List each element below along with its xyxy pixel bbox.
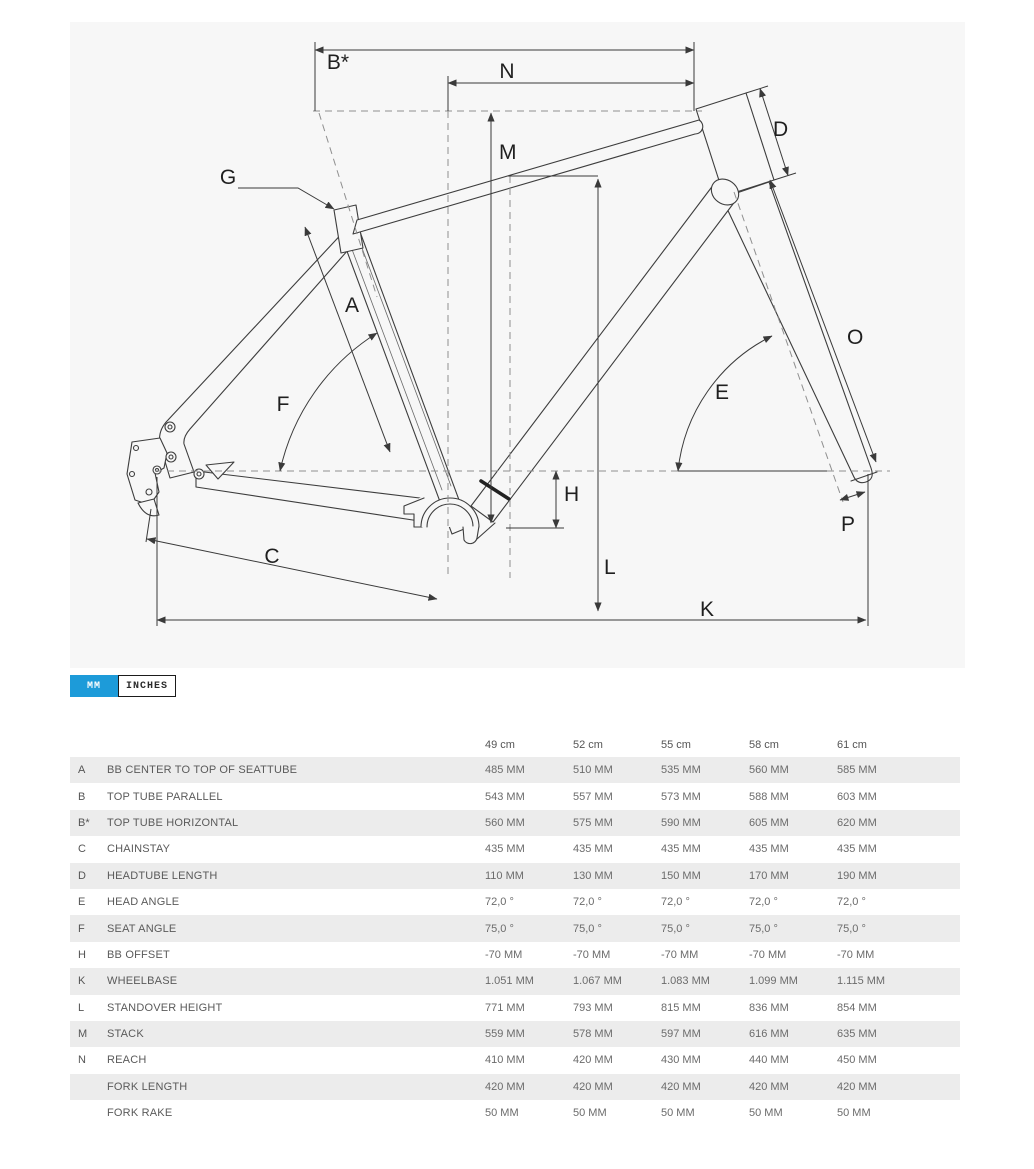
row-value: 72,0 °: [837, 896, 866, 909]
row-value: 75,0 °: [661, 922, 690, 935]
row-value: 1.115 MM: [837, 975, 886, 988]
row-value: 854 MM: [837, 1001, 877, 1014]
table-row: [70, 1047, 960, 1073]
unit-toggle: [70, 675, 1034, 697]
row-label: STACK: [107, 1028, 144, 1041]
top-tube: [353, 120, 703, 234]
row-value: 72,0 °: [485, 896, 514, 909]
mm-button[interactable]: MM: [70, 675, 118, 697]
dim-label-n: N: [499, 60, 515, 83]
row-value: -70 MM: [573, 948, 611, 961]
row-value: 420 MM: [485, 1080, 525, 1093]
row-label: BB CENTER TO TOP OF SEATTUBE: [107, 764, 298, 777]
hanger-bolt: [134, 446, 139, 451]
size-header-row: [70, 733, 960, 757]
row-value: 605 MM: [749, 816, 789, 829]
row-value: 50 MM: [837, 1107, 871, 1120]
dim-label-f: F: [276, 393, 290, 416]
row-value: -70 MM: [485, 948, 523, 961]
row-label: FORK LENGTH: [107, 1080, 188, 1093]
row-value: 75,0 °: [485, 922, 514, 935]
row-letter: A: [78, 764, 86, 777]
row-letter: L: [78, 1001, 85, 1014]
row-value: 588 MM: [749, 790, 789, 803]
row-value: 559 MM: [485, 1028, 525, 1041]
row-value: 1.099 MM: [749, 975, 798, 988]
row-label: SEAT ANGLE: [107, 922, 177, 935]
row-value: 50 MM: [749, 1107, 783, 1120]
dim-label-o: O: [847, 326, 864, 349]
row-value: 578 MM: [573, 1028, 613, 1041]
row-value: 771 MM: [485, 1001, 525, 1014]
size-column-header: 61 cm: [837, 739, 867, 751]
dim-label-m: M: [499, 141, 517, 164]
table-row: [70, 1100, 960, 1126]
dim-label-p: P: [840, 513, 856, 536]
dim-label-g: G: [219, 166, 237, 189]
dim-seat-tube: [305, 227, 390, 452]
row-value: 557 MM: [573, 790, 613, 803]
inches-button[interactable]: INCHES: [118, 675, 176, 697]
size-column-header: 49 cm: [485, 739, 515, 751]
row-value: 635 MM: [837, 1028, 877, 1041]
row-value: 435 MM: [485, 843, 525, 856]
head-tube: [696, 93, 774, 196]
bb-tab: [463, 526, 479, 544]
row-letter: D: [78, 869, 86, 882]
row-value: -70 MM: [749, 948, 787, 961]
row-label: CHAINSTAY: [107, 843, 171, 856]
seat-tube: [338, 221, 469, 534]
row-value: 72,0 °: [573, 896, 602, 909]
row-value: 435 MM: [749, 843, 789, 856]
row-letter: B: [78, 790, 86, 803]
row-value: 190 MM: [837, 869, 877, 882]
table-row: [70, 863, 960, 889]
row-value: 420 MM: [573, 1080, 613, 1093]
row-value: 1.067 MM: [573, 975, 622, 988]
row-value: 420 MM: [573, 1054, 613, 1067]
dim-chainstay: [147, 539, 437, 599]
row-label: TOP TUBE HORIZONTAL: [107, 816, 239, 829]
row-value: 1.051 MM: [485, 975, 534, 988]
row-value: 620 MM: [837, 816, 877, 829]
row-letter: C: [78, 843, 86, 856]
row-letter: B*: [78, 816, 90, 829]
row-value: 560 MM: [485, 816, 525, 829]
row-value: 575 MM: [573, 816, 613, 829]
table-row: [70, 942, 960, 968]
chainstay-tube: [196, 471, 428, 522]
table-row: [70, 1021, 960, 1047]
row-label: WHEELBASE: [107, 975, 178, 988]
row-value: 150 MM: [661, 869, 701, 882]
row-value: 485 MM: [485, 764, 525, 777]
row-letter: N: [78, 1054, 86, 1067]
row-value: 440 MM: [749, 1054, 789, 1067]
row-value: 450 MM: [837, 1054, 877, 1067]
dimension-labels: [220, 51, 864, 621]
row-value: 590 MM: [661, 816, 701, 829]
row-value: 420 MM: [661, 1080, 701, 1093]
row-value: 793 MM: [573, 1001, 613, 1014]
row-value: 435 MM: [661, 843, 701, 856]
hanger-bolt: [146, 489, 152, 495]
table-row: [70, 783, 960, 809]
row-letter: K: [78, 975, 86, 988]
table-row: [70, 968, 960, 994]
size-column-header: 58 cm: [749, 739, 779, 751]
bike-frame-geometry-diagram: [70, 22, 965, 668]
table-row: [70, 995, 960, 1021]
dim-label-d: D: [773, 118, 789, 141]
row-value: 435 MM: [573, 843, 613, 856]
row-value: 435 MM: [837, 843, 877, 856]
dim-label-a: A: [344, 294, 360, 317]
row-value: 420 MM: [749, 1080, 789, 1093]
row-label: FORK RAKE: [107, 1107, 173, 1120]
row-value: 560 MM: [749, 764, 789, 777]
row-value: 50 MM: [573, 1107, 607, 1120]
dim-label-e: E: [714, 381, 730, 404]
row-value: 836 MM: [749, 1001, 789, 1014]
row-value: 543 MM: [485, 790, 525, 803]
row-value: -70 MM: [837, 948, 875, 961]
row-value: 170 MM: [749, 869, 789, 882]
hanger-bolt: [130, 472, 135, 477]
row-value: 50 MM: [485, 1107, 519, 1120]
seat-stay: [160, 227, 356, 478]
table-row: [70, 889, 960, 915]
row-value: 597 MM: [661, 1028, 701, 1041]
dim-label-b-star: B*: [326, 51, 350, 74]
table-row: [70, 1074, 960, 1100]
dim-fork-rake: [840, 492, 865, 500]
table-row: [70, 915, 960, 941]
row-value: 130 MM: [573, 869, 613, 882]
row-value: 616 MM: [749, 1028, 789, 1041]
dim-seat-angle-arc: [280, 333, 377, 471]
row-label: REACH: [107, 1054, 147, 1067]
dim-label-h: H: [564, 483, 580, 506]
row-label: HEAD ANGLE: [107, 896, 180, 909]
table-row: [70, 810, 960, 836]
row-label: BB OFFSET: [107, 948, 170, 961]
row-value: 75,0 °: [573, 922, 602, 935]
row-value: 410 MM: [485, 1054, 525, 1067]
row-value: 75,0 °: [837, 922, 866, 935]
row-value: 50 MM: [661, 1107, 695, 1120]
row-label: TOP TUBE PARALLEL: [107, 790, 223, 803]
row-value: 110 MM: [485, 869, 524, 882]
row-value: 510 MM: [573, 764, 613, 777]
size-column-header: 55 cm: [661, 739, 691, 751]
row-value: 72,0 °: [749, 896, 778, 909]
row-value: 420 MM: [837, 1080, 877, 1093]
row-letter: H: [78, 948, 86, 961]
geometry-table: [70, 733, 960, 1126]
row-value: 603 MM: [837, 790, 877, 803]
row-value: 815 MM: [661, 1001, 701, 1014]
row-label: HEADTUBE LENGTH: [107, 869, 218, 882]
row-value: -70 MM: [661, 948, 699, 961]
leader-seat-clamp: [238, 188, 334, 209]
dim-label-c: C: [264, 545, 280, 568]
row-label: STANDOVER HEIGHT: [107, 1001, 223, 1014]
row-letter: E: [78, 896, 86, 909]
row-value: 72,0 °: [661, 896, 690, 909]
row-value: 1.083 MM: [661, 975, 710, 988]
row-value: 430 MM: [661, 1054, 701, 1067]
dim-label-l: L: [604, 556, 616, 579]
row-value: 585 MM: [837, 764, 877, 777]
dim-label-k: K: [699, 598, 715, 621]
table-row: [70, 757, 960, 783]
row-value: 75,0 °: [749, 922, 778, 935]
row-letter: F: [78, 922, 85, 935]
row-letter: M: [78, 1028, 88, 1041]
table-row: [70, 836, 960, 862]
row-value: 573 MM: [661, 790, 701, 803]
frame-geometry-diagram-panel: [70, 22, 965, 668]
row-value: 535 MM: [661, 764, 701, 777]
size-column-header: 52 cm: [573, 739, 603, 751]
